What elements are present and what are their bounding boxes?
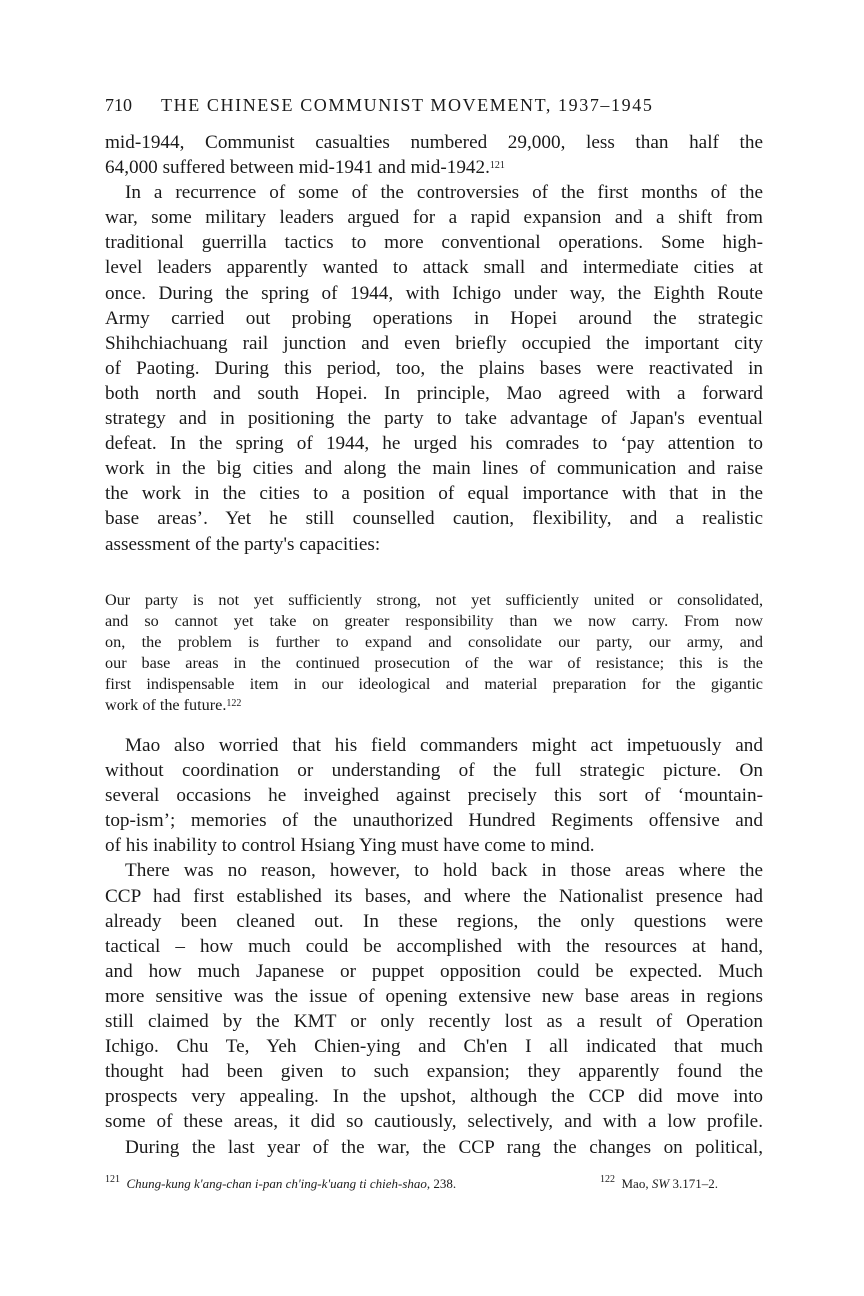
text-line: strategy and in positioning the party to take advantage of Japan's eventual [105,408,763,430]
text-line: still claimed by the KMT or only recently lost as a result of Operation [105,1011,763,1033]
footnote-source-title: SW [651,1176,670,1191]
text-line: defeat. In the spring of 1944, he urged his comrades to ‘pay attention to [105,433,763,455]
text-line: several occasions he inveighed against precisely this sort of ‘mountain- [105,785,763,807]
quote-line: first indispensable item in our ideological and material preparation for the gigantic [105,675,763,693]
text-line: and how much Japanese or puppet opposition could be expected. Much [105,960,763,982]
text-line: tactical – how much could be accomplished with the resources at hand, [105,935,763,957]
text-line: already been cleaned out. In these regions, the only questions were [105,910,763,932]
text-line: without coordination or understanding of the full strategic picture. On [105,760,763,782]
footnote-author: Mao, [621,1176,652,1191]
footnote-122 [600,1176,718,1192]
quote-line: Our party is not yet sufficiently strong, not yet sufficiently united or consolidated, [105,591,763,609]
footnote-page: 3.171–2. [669,1176,718,1191]
text-line: both north and south Hopei. In principle, Mao agreed with a forward [105,382,763,404]
text-line: Army carried out probing operations in Hopei around the strategic [105,307,763,329]
text-line: There was no reason, however, to hold back in those areas where the [125,860,763,882]
text-line: mid-1944, Communist casualties numbered 29,000, less than half the [105,132,763,153]
footnote-121 [105,1176,456,1192]
text-line: more sensitive was the issue of opening extensive new base areas in regions [105,985,763,1007]
footnote-page: , 238. [426,1176,457,1191]
quote-line: on, the problem is further to expand and consolidate our party, our army, and [105,633,763,651]
footnote-number: 122 [600,1174,615,1185]
text-line: of Paoting. During this period, too, the plains bases were reactivated in [105,357,763,379]
footnote-ref: 122 [226,698,242,709]
text-span: work of the future. [105,696,227,714]
text-line: the work in the cities to a position of equal importance with that in the [105,483,763,505]
body-text-part-1 [105,130,763,557]
text-line: once. During the spring of 1944, with Ichigo under way, the Eighth Route [105,282,763,304]
text-line: level leaders apparently wanted to attack small and intermediate cities at [105,257,763,279]
text-line: Ichigo. Chu Te, Yeh Chien-ying and Ch'en I all indicated that much [105,1036,763,1058]
text-line: prospects very appealing. In the upshot, although the CCP did move into [105,1086,763,1108]
block-quote [105,590,763,716]
text-line: war, some military leaders argued for a rapid expansion and a shift from [105,207,763,229]
text-line: During the last year of the war, the CCP rang the changes on political, [125,1136,763,1158]
quote-line [105,695,763,716]
running-title: THE CHINESE COMMUNIST MOVEMENT, 1937–1945 [161,95,654,115]
text-line: work in the big cities and along the main lines of communication and raise [105,458,763,480]
text-line: CCP had first established its bases, and where the Nationalist presence had [105,885,763,907]
text-span: 64,000 suffered between mid-1941 and mid-1942. [105,157,490,179]
text-line: top-ism’; memories of the unauthorized Hundred Regiments offensive and [105,810,763,832]
footnote-ref: 121 [489,160,505,172]
text-line: In a recurrence of some of the controversies of the first months of the [125,182,763,204]
body-text-part-2 [105,733,763,1160]
text-line: Shihchiachuang rail junction and even briefly occupied the important city [105,332,763,354]
text-line: thought had been given to such expansion; they apparently found the [105,1061,763,1083]
text-line: traditional guerrilla tactics to more conventional operations. Some high- [105,232,763,254]
text-line: Mao also worried that his field commanders might act impetuously and [125,735,763,756]
footnote-source-title: Chung-kung k'ang-chan i-pan ch'ing-k'uang ti chieh-shao [126,1176,427,1191]
footnote-number: 121 [105,1174,120,1185]
page-number: 710 [105,95,132,115]
text-line: base areas’. Yet he still counselled caution, flexibility, and a realistic [105,508,763,530]
text-line: of his inability to control Hsiang Ying must have come to mind. [105,835,595,857]
quote-line: our base areas in the continued prosecution of the war of resistance; this is the [105,654,763,672]
text-line [105,155,763,180]
quote-line: and so cannot yet take on greater responsibility than we now carry. From now [105,612,763,630]
text-line: some of these areas, it did so cautiously, selectively, and with a low profile. [105,1111,763,1133]
text-line: assessment of the party's capacities: [105,533,381,555]
